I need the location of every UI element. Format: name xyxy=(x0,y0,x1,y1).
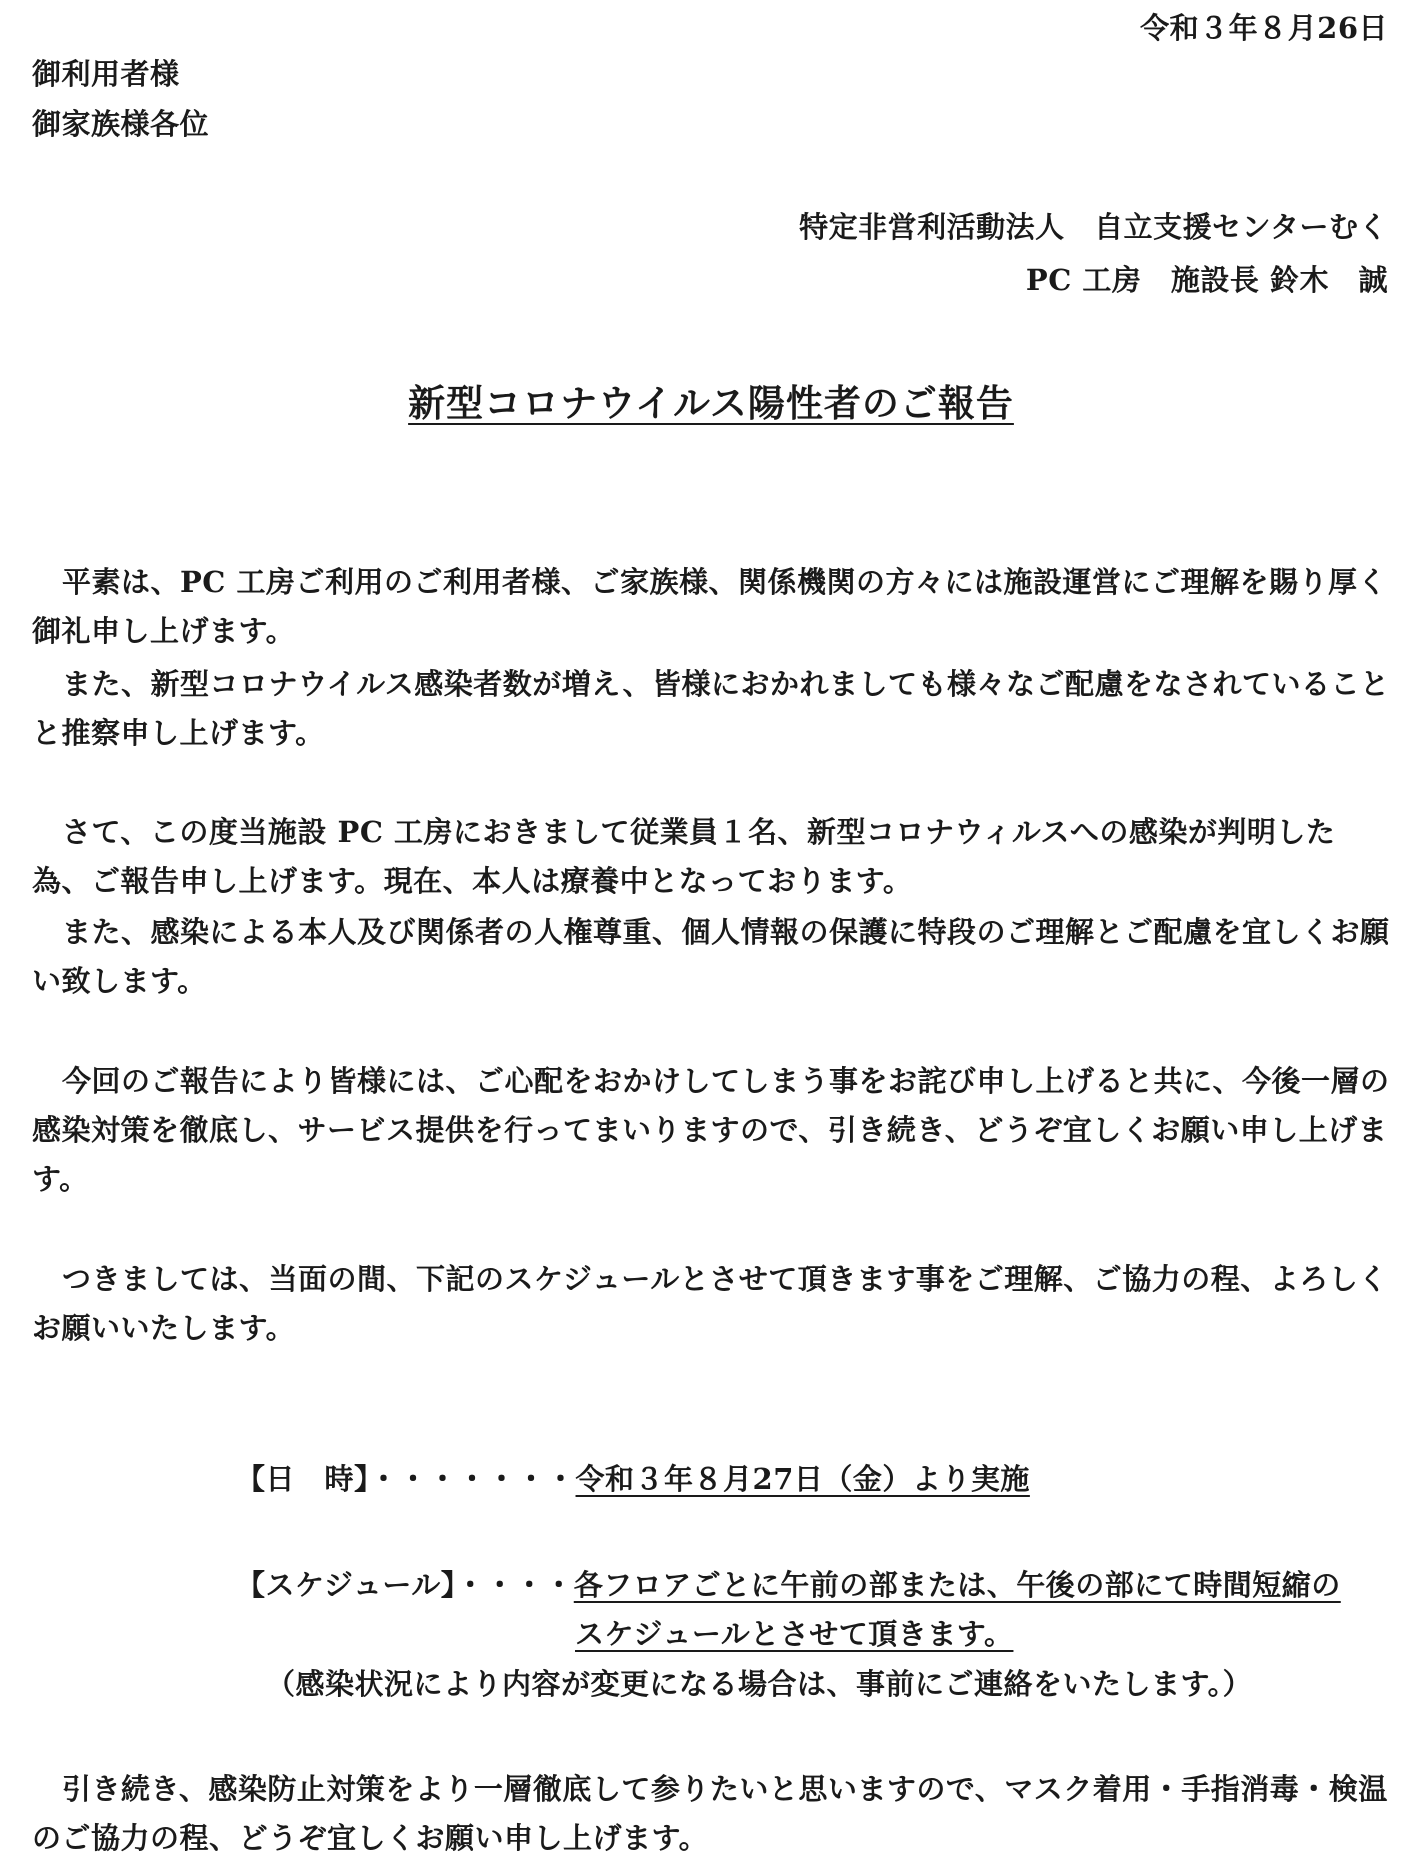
schedule-row xyxy=(236,1565,1341,1605)
closing-paragraph: 引き続き、感染防止対策をより一層徹底して参りたいと思いますので、マスク着用・手指消毒・検温のご協力の程、どうぞ宜しくお願い申し上げます。 xyxy=(32,1772,1388,1855)
sender-name: PC 工房 施設長 鈴木 誠 xyxy=(1025,263,1388,297)
schedule-date-value: 令和３年８月27日（金）より実施 xyxy=(575,1462,1030,1496)
sender-organization: 特定非営利活動法人 自立支援センターむく xyxy=(799,210,1388,244)
document-date: 令和３年８月26日 xyxy=(1140,11,1388,45)
schedule-date-label: 【日 時】・・・・・・・ xyxy=(236,1462,576,1496)
schedule-value-line-1: 各フロアごとに午前の部または、午後の部にて時間短縮の xyxy=(573,1568,1341,1602)
body-paragraph-4: また、感染による本人及び関係者の人権尊重、個人情報の保護に特段のご理解とご配慮を宜しくお願い致します。 xyxy=(32,915,1390,998)
document-title: 新型コロナウイルス陽性者のご報告 xyxy=(408,381,1014,425)
recipient-line-2: 御家族様各位 xyxy=(32,107,210,141)
body-paragraph-3: さて、この度当施設 PC 工房におきまして従業員１名、新型コロナウィルスへの感染が判明した為、ご報告申し上げます。現在、本人は療養中となっております。 xyxy=(32,815,1336,898)
schedule-value-line-2: スケジュールとさせて頂きます。 xyxy=(575,1617,1014,1651)
body-paragraph-6: つきましては、当面の間、下記のスケジュールとさせて頂きます事をご理解、ご協力の程、よろしくお願いいたします。 xyxy=(32,1262,1388,1345)
recipient-line-1: 御利用者様 xyxy=(32,57,180,91)
schedule-note: （感染状況により内容が変更になる場合は、事前にご連絡をいたします。） xyxy=(266,1667,1253,1701)
body-paragraph-1: 平素は、PC 工房ご利用のご利用者様、ご家族様、関係機関の方々には施設運営にご理解を賜り厚く御礼申し上げます。 xyxy=(32,565,1387,648)
schedule-label: 【スケジュール】・・・・ xyxy=(236,1568,574,1602)
body-paragraph-5: 今回のご報告により皆様には、ご心配をおかけしてしまう事をお詫び申し上げると共に、今後一層の感染対策を徹底し、サービス提供を行ってまいりますので、引き続き、どうぞ宜しくお願い申し上げます。 xyxy=(32,1064,1390,1196)
body-paragraph-2: また、新型コロナウイルス感染者数が増え、皆様におかれましても様々なご配慮をなされていることと推察申し上げます。 xyxy=(32,667,1390,750)
schedule-value-line-2-wrap xyxy=(575,1614,1013,1654)
schedule-date-row xyxy=(236,1459,1030,1499)
document-title-wrap xyxy=(0,378,1422,428)
